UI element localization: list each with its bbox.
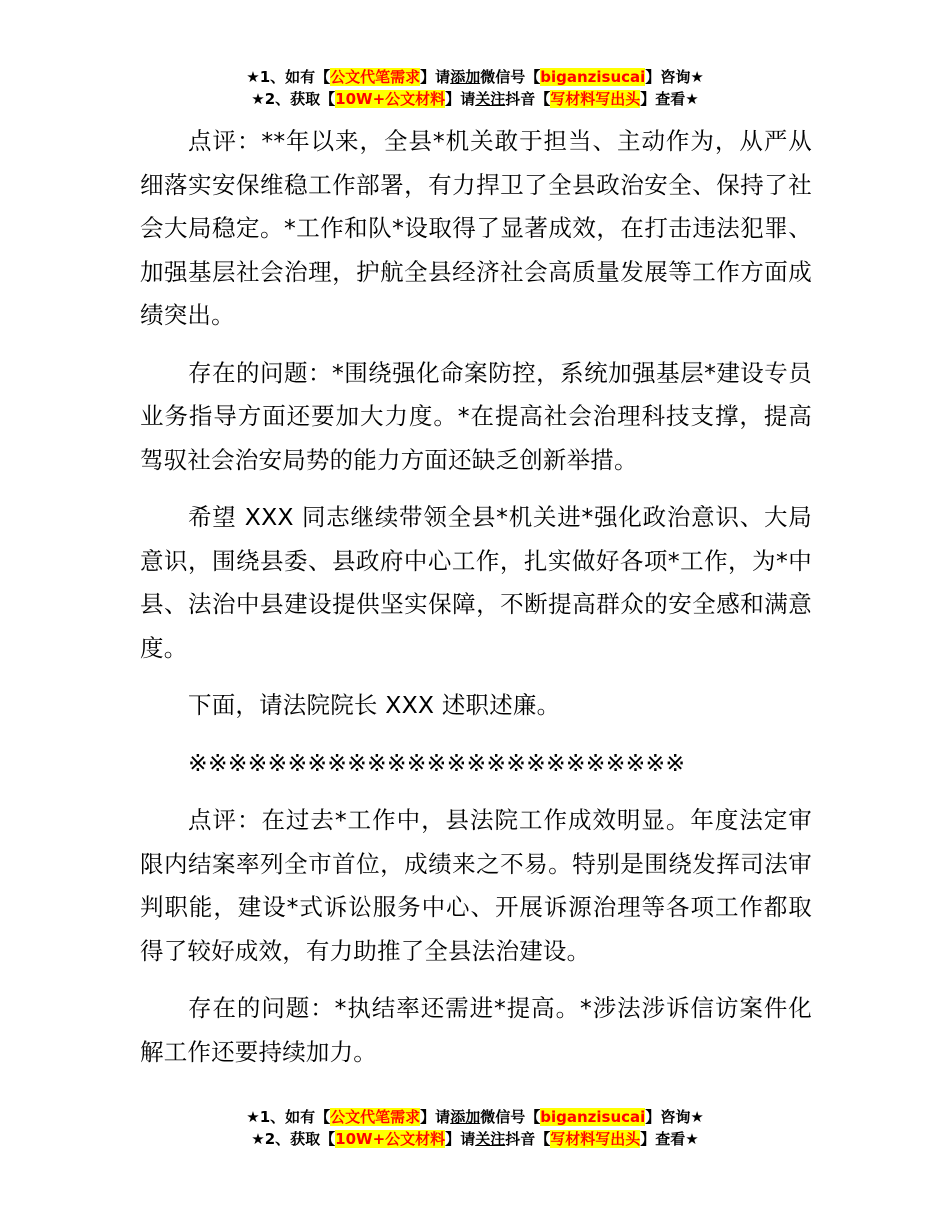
- footer-line-2-suffix: 查看★: [655, 1130, 699, 1148]
- bracket-open: 【: [320, 1130, 336, 1148]
- bracket-close: 】: [420, 1108, 436, 1126]
- footer-banner: [0, 1106, 950, 1150]
- footer-line-1-text-a: 请: [435, 1108, 451, 1126]
- bracket-open: 【: [525, 68, 541, 86]
- paragraph-review-2: 点评：在过去*工作中，县法院工作成效明显。年度法定审限内结案率列全市首位，成绩来之不易。特别是围绕发挥司法审判职能，建设*式诉讼服务中心、开展诉源治理等各项工作都取得了较好成效，有力助推了全县法治建设。: [140, 806, 812, 965]
- footer-line-2-text-a: 请: [460, 1130, 476, 1148]
- header-line-1-underlined: 添加: [450, 68, 481, 86]
- header-line-2-suffix: 查看★: [655, 90, 699, 108]
- bracket-close: 】: [645, 68, 661, 86]
- header-line-2-text-c: 抖音: [505, 90, 536, 108]
- bracket-open: 【: [535, 1130, 551, 1148]
- bracket-close: 】: [445, 1130, 461, 1148]
- bracket-close: 】: [420, 68, 436, 86]
- footer-line-1-prefix: 1、如有: [259, 1108, 316, 1126]
- bracket-close: 】: [445, 90, 461, 108]
- header-line-2-highlight-2: 写材料写出头: [550, 90, 641, 108]
- footer-line-2: [0, 1128, 950, 1150]
- paragraph-issues-2: 存在的问题：*执结率还需进*提高。*涉法涉诉信访案件化解工作还要持续加力。: [140, 994, 812, 1066]
- paragraph-issues-1: 存在的问题：*围绕强化命案防控，系统加强基层*建设专员业务指导方面还要加大力度。*在提高社会治理科技支撑，提高驾驭社会治安局势的能力方面还缺乏创新举措。: [140, 358, 812, 474]
- footer-line-2-prefix: 2、获取: [264, 1130, 321, 1148]
- header-line-1-text-a: 请: [435, 68, 451, 86]
- paragraph-next-speaker: 下面，请法院院长 XXX 述职述廉。: [188, 691, 561, 719]
- header-banner: [0, 66, 950, 110]
- footer-line-1: [0, 1106, 950, 1128]
- header-line-1-prefix: 1、如有: [259, 68, 316, 86]
- bracket-open: 【: [320, 90, 336, 108]
- bracket-open: 【: [525, 1108, 541, 1126]
- footer-line-1-highlight-2: biganzisucai: [540, 1108, 646, 1126]
- bracket-close: 】: [640, 1130, 656, 1148]
- bracket-close: 】: [645, 1108, 661, 1126]
- footer-line-1-highlight-1: 公文代笔需求: [330, 1108, 421, 1126]
- footer-line-2-text-c: 抖音: [505, 1130, 536, 1148]
- header-line-1-suffix: 咨询★: [660, 68, 704, 86]
- header-line-2-prefix: 2、获取: [264, 90, 321, 108]
- footer-line-1-underlined: 添加: [450, 1108, 481, 1126]
- star-icon: ★: [251, 90, 265, 108]
- bracket-open: 【: [315, 68, 331, 86]
- header-line-1-highlight-2: biganzisucai: [540, 68, 646, 86]
- star-icon: ★: [246, 68, 260, 86]
- footer-line-1-suffix: 咨询★: [660, 1108, 704, 1126]
- header-line-1: [0, 66, 950, 88]
- star-icon: ★: [246, 1108, 260, 1126]
- header-line-2: [0, 88, 950, 110]
- header-line-2-text-a: 请: [460, 90, 476, 108]
- footer-line-2-underlined: 关注: [475, 1130, 506, 1148]
- paragraph-hope: 希望 XXX 同志继续带领全县*机关进*强化政治意识、大局意识，围绕县委、县政府中心工作，扎实做好各项*工作，为*中县、法治中县建设提供坚实保障，不断提高群众的安全感和满意度。: [140, 503, 812, 662]
- footer-line-2-highlight-2: 写材料写出头: [550, 1130, 641, 1148]
- header-line-1-text-c: 微信号: [480, 68, 526, 86]
- paragraph-review-1: 点评：**年以来，全县*机关敢于担当、主动作为，从严从细落实安保维稳工作部署，有力捍卫了全县政治安全、保持了社会大局稳定。*工作和队*设取得了显著成效，在打击违法犯罪、加强基层社会治理，护航全县经济社会高质量发展等工作方面成绩突出。: [140, 127, 812, 329]
- bracket-open: 【: [535, 90, 551, 108]
- header-line-1-highlight-1: 公文代笔需求: [330, 68, 421, 86]
- header-line-2-underlined: 关注: [475, 90, 506, 108]
- document-body: [140, 120, 812, 1088]
- footer-line-2-highlight-1: 10W+公文材料: [335, 1130, 446, 1148]
- star-icon: ★: [251, 1130, 265, 1148]
- bracket-close: 】: [640, 90, 656, 108]
- header-line-2-highlight-1: 10W+公文材料: [335, 90, 446, 108]
- bracket-open: 【: [315, 1108, 331, 1126]
- section-divider: ※※※※※※※※※※※※※※※※※※※※※※※※※: [188, 748, 686, 777]
- footer-line-1-text-c: 微信号: [480, 1108, 526, 1126]
